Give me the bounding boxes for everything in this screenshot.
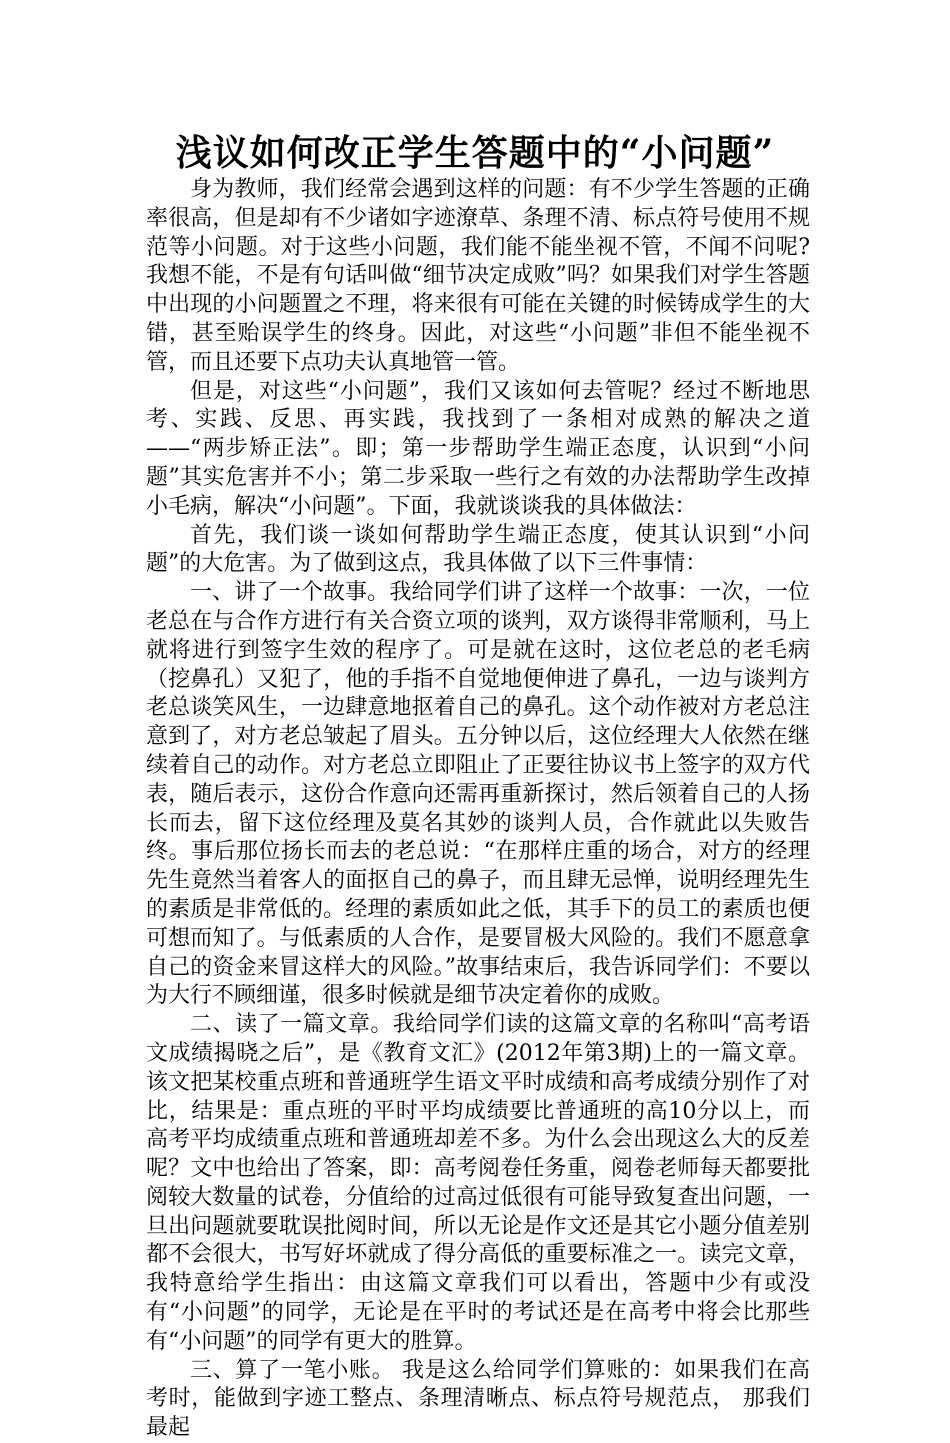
paragraph-story: 一、讲了一个故事。我给同学们讲了这样一个故事：一次，一位老总在与合作方进行有关合资立项的谈判，双方谈得非常顺利，马上就将进行到签字生效的程序了。可是就在这时，这位老总的老毛病（挖鼻孔）又犯了，他的手指不自觉地便伸进了鼻孔，一边与谈判方老总谈笑风生，一边肆意地抠着自己的鼻孔。这个动作被对方老总注意到了，对方老总皱起了眉头。五分钟以后，这位经理大人依然在继续着自己的动作。对方老总立即阻止了正要往协议书上签字的双方代表，随后表示，这份合作意向还需再重新探讨，然后领着自己的人扬长而去，留下这位经理及莫名其妙的谈判人员，合作就此以失败告终。事后那位扬长而去的老总说：“在那样庄重的场合，对方的经理先生竟然当着客人的面抠自己的鼻子，而且肆无忌惮，说明经理先生的素质是非常低的。经理的素质如此之低，其手下的员工的素质也便可想而知了。与低素质的人合作，是要冒极大风险的。我们不愿意拿自己的资金来冒这样大的风险。”故事结束后，我告诉同学们：不要以为大行不顾细谨，很多时候就是细节决定着你的成败。 [146, 580, 810, 1009]
paragraph-article: 二、读了一篇文章。我给同学们读的这篇文章的名称叫“高考语文成绩揭晓之后”，是《教育文汇》(2012年第3期)上的一篇文章。该文把某校重点班和普通班学生语文平时成绩和高考成绩分别作了对比，结果是：重点班的平时平均成绩要比普通班的高10分以上，而高考平均成绩重点班和普通班却差不多。为什么会出现这么大的反差呢？文中也给出了答案，即：高考阅卷任务重，阅卷老师每天都要批阅较大数量的试卷，分值给的过高过低很有可能导致复查出问题，一旦出问题就要耽误批阅时间，所以无论是作文还是其它小题分值差别都不会很大，书写好坏就成了得分高低的重要标准之一。读完文章，我特意给学生指出：由这篇文章我们可以看出，答题中少有或没有“小问题”的同学，无论是在平时的考试还是在高考中将会比那些有“小问题”的同学有更大的胜算。 [146, 1012, 810, 1354]
paragraph-first-step: 首先，我们谈一谈如何帮助学生端正态度，使其认识到“小问题”的大危害。为了做到这点，我具体做了以下三件事情： [146, 522, 810, 577]
paragraph-intro: 身为教师，我们经常会遇到这样的问题：有不少学生答题的正确率很高，但是却有不少诸如字迹潦草、条理不清、标点符号使用不规范等小问题。对于这些小问题，我们能不能坐视不管，不闻不问呢?我想不能，不是有句话叫做“细节决定成败”吗？如果我们对学生答题中出现的小问题置之不理，将来很有可能在关键的时候铸成学生的大错，甚至贻误学生的终身。因此，对这些“小问题”非但不能坐视不管，而且还要下点功夫认真地管一管。 [146, 177, 810, 375]
document-body [146, 176, 810, 1443]
paragraph-method: 但是，对这些“小问题”，我们又该如何去管呢？经过不断地思考、实践、反思、再实践，我找到了一条相对成熟的解决之道——“两步矫正法”。即；第一步帮助学生端正态度，认识到“小问题”其实危害并不小；第二步采取一些行之有效的办法帮助学生改掉小毛病，解决“小问题”。下面，我就谈谈我的具体做法： [146, 378, 810, 519]
paragraph-account: 三、算了一笔小账。 我是这么给同学们算账的：如果我们在高考时，能做到字迹工整点、条理清晰点、标点符号规范点， 那我们最起 [146, 1357, 810, 1441]
document-title: 浅议如何改正学生答题中的“小问题” [175, 132, 775, 174]
